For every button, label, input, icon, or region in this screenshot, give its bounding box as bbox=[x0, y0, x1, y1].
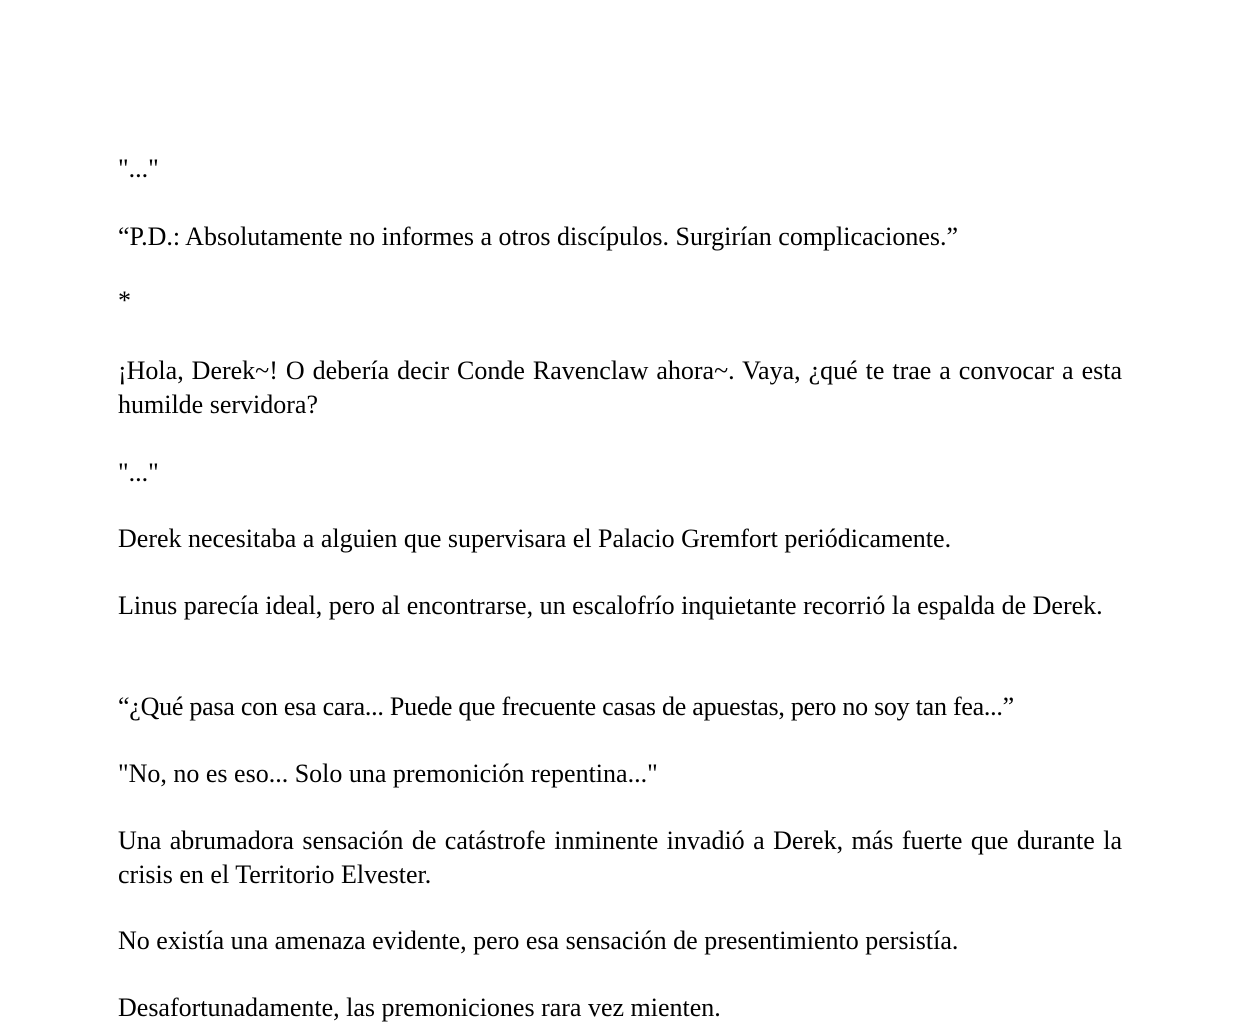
paragraph-10: Una abrumadora sensación de catástrofe inminente invadió a Derek, más fuerte que durante la crisis en el Territorio Elvester. bbox=[118, 826, 1122, 889]
document-page bbox=[118, 0, 1122, 1031]
scene-break: * bbox=[118, 286, 131, 315]
paragraph-9: "No, no es eso... Solo una premonición repentina..." bbox=[118, 759, 658, 788]
paragraph-5: "..." bbox=[118, 458, 159, 487]
paragraph-2: “P.D.: Absolutamente no informes a otros discípulos. Surgirían complicaciones.” bbox=[118, 222, 959, 251]
paragraph-1: "..." bbox=[118, 154, 159, 183]
paragraph-6: Derek necesitaba a alguien que supervisara el Palacio Gremfort periódicamente. bbox=[118, 524, 952, 553]
paragraph-12: Desafortunadamente, las premoniciones rara vez mienten. bbox=[118, 993, 721, 1022]
paragraph-7: Linus parecía ideal, pero al encontrarse, un escalofrío inquietante recorrió la espalda de Derek. bbox=[118, 591, 1103, 620]
paragraph-11: No existía una amenaza evidente, pero esa sensación de presentimiento persistía. bbox=[118, 926, 959, 955]
paragraph-8: “¿Qué pasa con esa cara... Puede que frecuente casas de apuestas, pero no soy tan fea...” bbox=[118, 692, 1014, 721]
paragraph-4: ¡Hola, Derek~! O debería decir Conde Ravenclaw ahora~. Vaya, ¿qué te trae a convocar a esta humilde servidora? bbox=[118, 356, 1122, 419]
